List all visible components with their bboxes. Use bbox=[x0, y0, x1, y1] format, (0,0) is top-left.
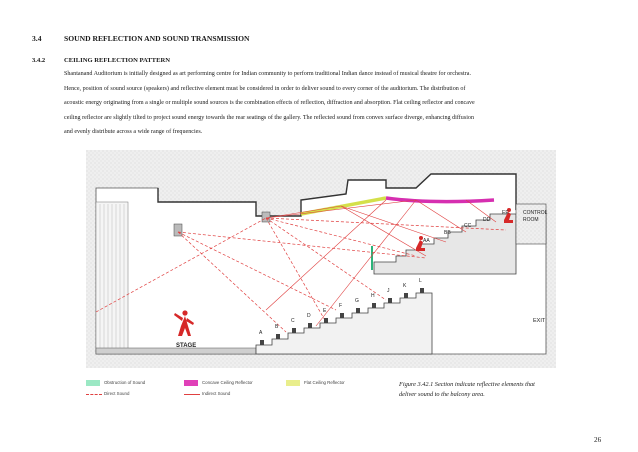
control-room-label-2: ROOM bbox=[523, 217, 539, 223]
legend-swatch-obstruction bbox=[86, 380, 100, 386]
row-label-h: H bbox=[371, 293, 375, 299]
row-label-f: F bbox=[339, 303, 343, 309]
stage-label: STAGE bbox=[176, 343, 197, 349]
control-room-label: CONTROL bbox=[523, 210, 548, 216]
legend-label-indirect: Indirect Sound bbox=[202, 391, 231, 396]
row-label-aa: AA bbox=[423, 238, 430, 244]
section-title: SOUND REFLECTION AND SOUND TRANSMISSION bbox=[64, 34, 250, 43]
paragraph-line: and evenly distribute across a wide range of frequencies. bbox=[64, 129, 203, 136]
row-label-c: C bbox=[291, 318, 295, 324]
page-number: 26 bbox=[594, 436, 602, 444]
row-label-g: G bbox=[355, 298, 359, 304]
legend-label-concave: Concave Ceiling Reflector bbox=[202, 380, 253, 385]
row-label-a: A bbox=[259, 330, 263, 336]
legend-label-direct: Direct Sound bbox=[104, 391, 130, 396]
legend-swatch-concave bbox=[184, 380, 198, 386]
paragraph-line: ceiling reflector are slightly tilted to project sound energy towards the rear seatings of the gallery. The reflected sound from convex surface diverge, enhancing diffusion bbox=[64, 114, 475, 121]
body-paragraph bbox=[64, 67, 624, 140]
row-label-dd: DD bbox=[483, 217, 491, 223]
figure-caption: Figure 3.42.1 Section indicate reflective elements that deliver sound to the balcony area. bbox=[399, 381, 535, 398]
subsection-number: 3.4.2 bbox=[32, 57, 46, 64]
legend-label-flat: Flat Ceiling Reflector bbox=[304, 380, 345, 385]
row-label-e: E bbox=[323, 308, 327, 314]
row-label-d: D bbox=[307, 313, 311, 319]
speaker-right bbox=[262, 212, 270, 222]
paragraph-line: Hence, position of sound source (speakers) and reflective element must be considered in order to deliver sound to every corner of the auditorium. The distribution of bbox=[64, 85, 466, 92]
row-label-j: J bbox=[387, 288, 390, 294]
subsection-title: CEILING REFLECTION PATTERN bbox=[64, 57, 171, 64]
row-label-k: K bbox=[403, 283, 407, 289]
paragraph-line: acoustic energy originating from a single or multiple sound sources is the combination effects of reflection, diffraction and absorption. Flat ceiling reflector and concave bbox=[64, 100, 475, 107]
row-label-cc: CC bbox=[464, 223, 472, 229]
legend-swatch-flat bbox=[286, 380, 300, 386]
paragraph-line: Shantanand Auditorium is initially designed as art performing centre for Indian community to perform traditional Indian dance instead of musical theatre for orchestra. bbox=[64, 71, 471, 77]
section-number: 3.4 bbox=[32, 34, 42, 43]
legend-line-indirect bbox=[184, 394, 200, 395]
exit-label: EXIT bbox=[533, 318, 546, 324]
speaker-left bbox=[174, 224, 182, 236]
legend-line-direct bbox=[86, 394, 102, 395]
stage-curtain bbox=[96, 202, 128, 350]
row-label-bb: BB bbox=[444, 230, 451, 236]
row-label-b: B bbox=[275, 324, 279, 330]
row-label-ee: EE bbox=[502, 210, 509, 216]
row-label-l: L bbox=[419, 278, 422, 284]
auditorium-section-diagram bbox=[86, 150, 556, 372]
diagram-legend bbox=[86, 380, 386, 406]
legend-label-obstruction: Obstruction of Sound bbox=[104, 380, 146, 385]
